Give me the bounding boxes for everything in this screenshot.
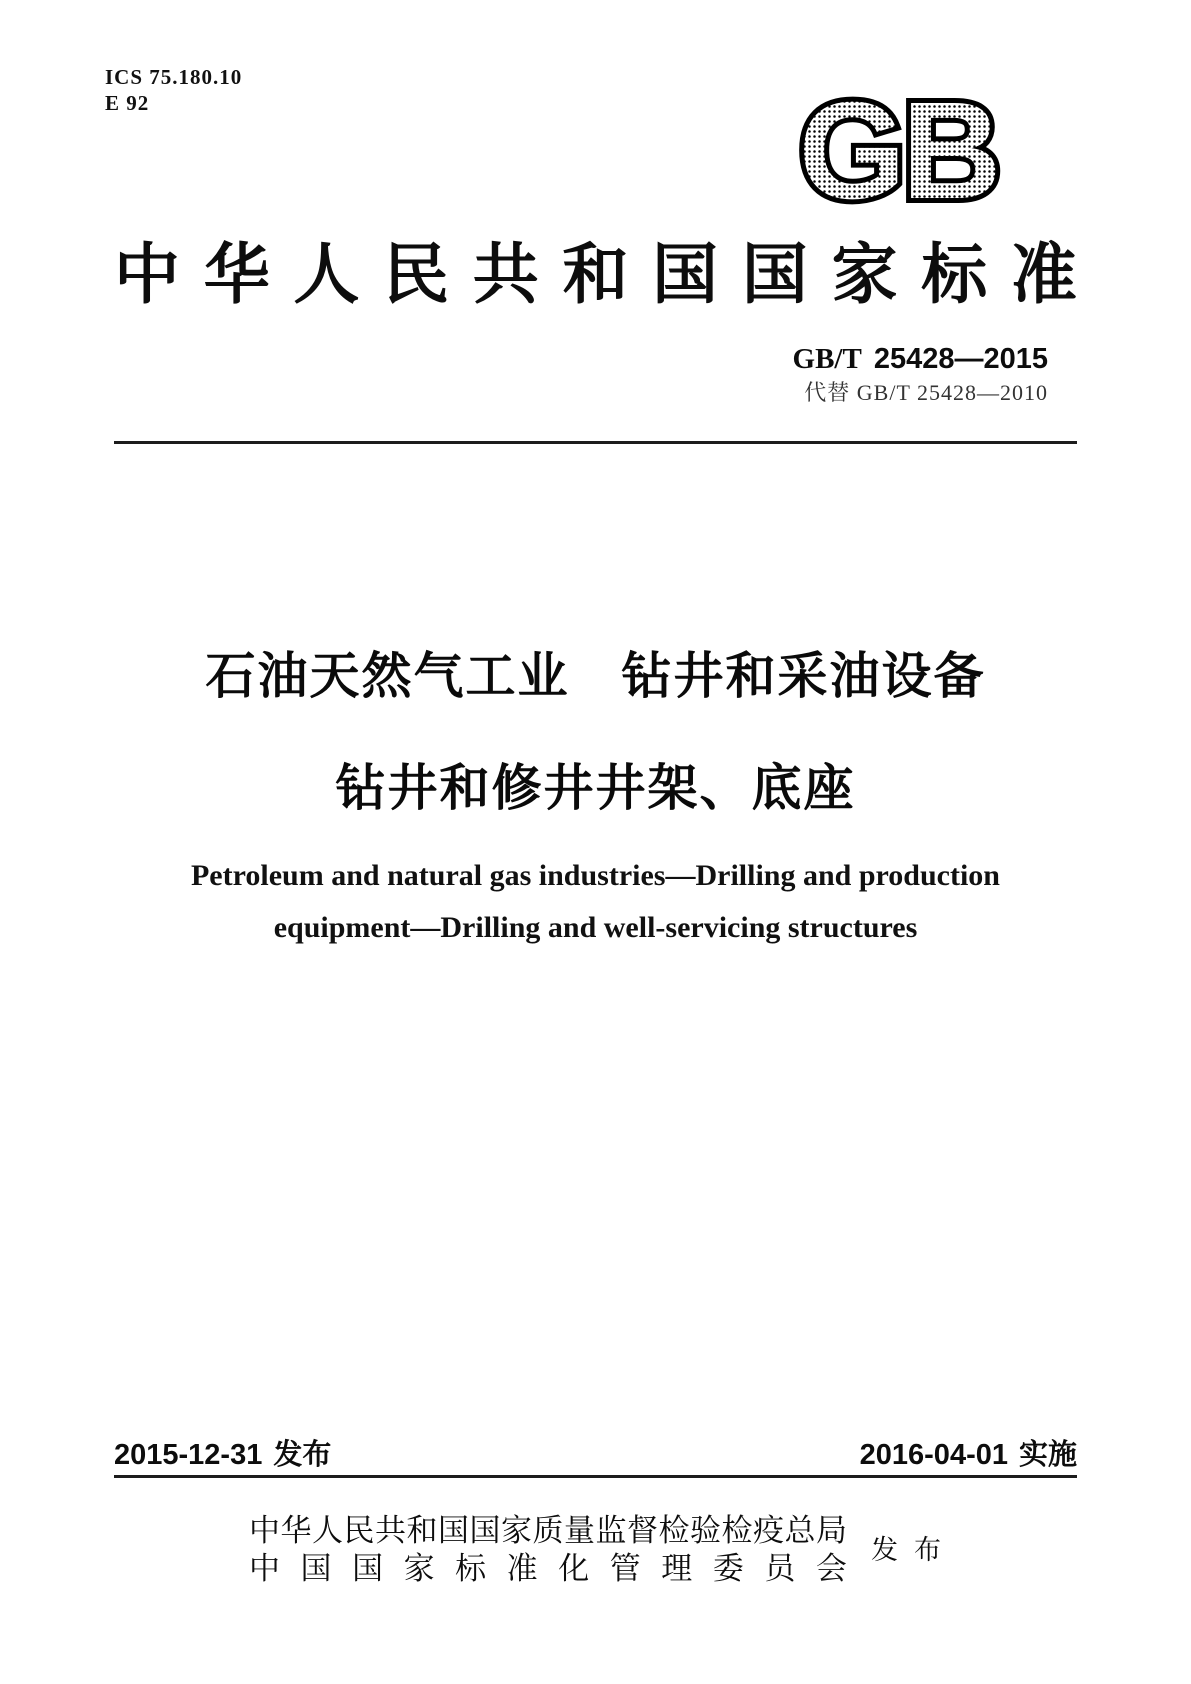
replaces-note: 代替 GB/T 25428—2010 bbox=[804, 380, 1048, 405]
ics-code: ICS 75.180.10 bbox=[105, 65, 243, 89]
top-divider-rule bbox=[114, 441, 1077, 444]
standard-code-number: 25428—2015 bbox=[873, 343, 1048, 375]
implementation-date-label: 实施 bbox=[1018, 1439, 1077, 1471]
publisher-line2: 中 国 国 家 标 准 化 管 理 委 员 会 bbox=[249, 1551, 847, 1586]
standard-code-prefix: GB/T bbox=[792, 343, 862, 375]
standard-code bbox=[793, 344, 1048, 374]
standard-number-block bbox=[793, 344, 1048, 405]
title-chinese-line1: 石油天然气工业 钻井和采油设备 bbox=[205, 648, 986, 704]
title-english-line1: Petroleum and natural gas industries—Drilling and production bbox=[190, 859, 1000, 892]
implementation-date-line bbox=[860, 1440, 1077, 1471]
gb-logo-graphic bbox=[782, 84, 1015, 208]
issue-date: 2015-12-31 bbox=[114, 1439, 263, 1471]
gb-logo bbox=[782, 84, 1015, 208]
bottom-divider-rule bbox=[114, 1475, 1077, 1478]
title-chinese-line2: 钻井和修井井架、底座 bbox=[335, 760, 856, 816]
issue-date-label: 发布 bbox=[273, 1439, 332, 1471]
implementation-date: 2016-04-01 bbox=[859, 1439, 1008, 1471]
doc-class-code: E 92 bbox=[105, 91, 150, 115]
gb-logo-text: GB bbox=[798, 84, 998, 208]
national-standard-heading: 中 华 人 民 共 和 国 国 家 标 准 bbox=[114, 239, 1077, 312]
publisher-line1: 中 华 人 民 共 和 国 国 家 质 量 监 督 检 验 检 疫 总 局 bbox=[249, 1513, 847, 1548]
release-mark: 发 布 bbox=[871, 1535, 941, 1565]
ics-block bbox=[105, 64, 242, 116]
issue-date-line bbox=[114, 1440, 331, 1471]
title-english-line2: equipment—Drilling and well-servicing structures bbox=[273, 911, 918, 944]
